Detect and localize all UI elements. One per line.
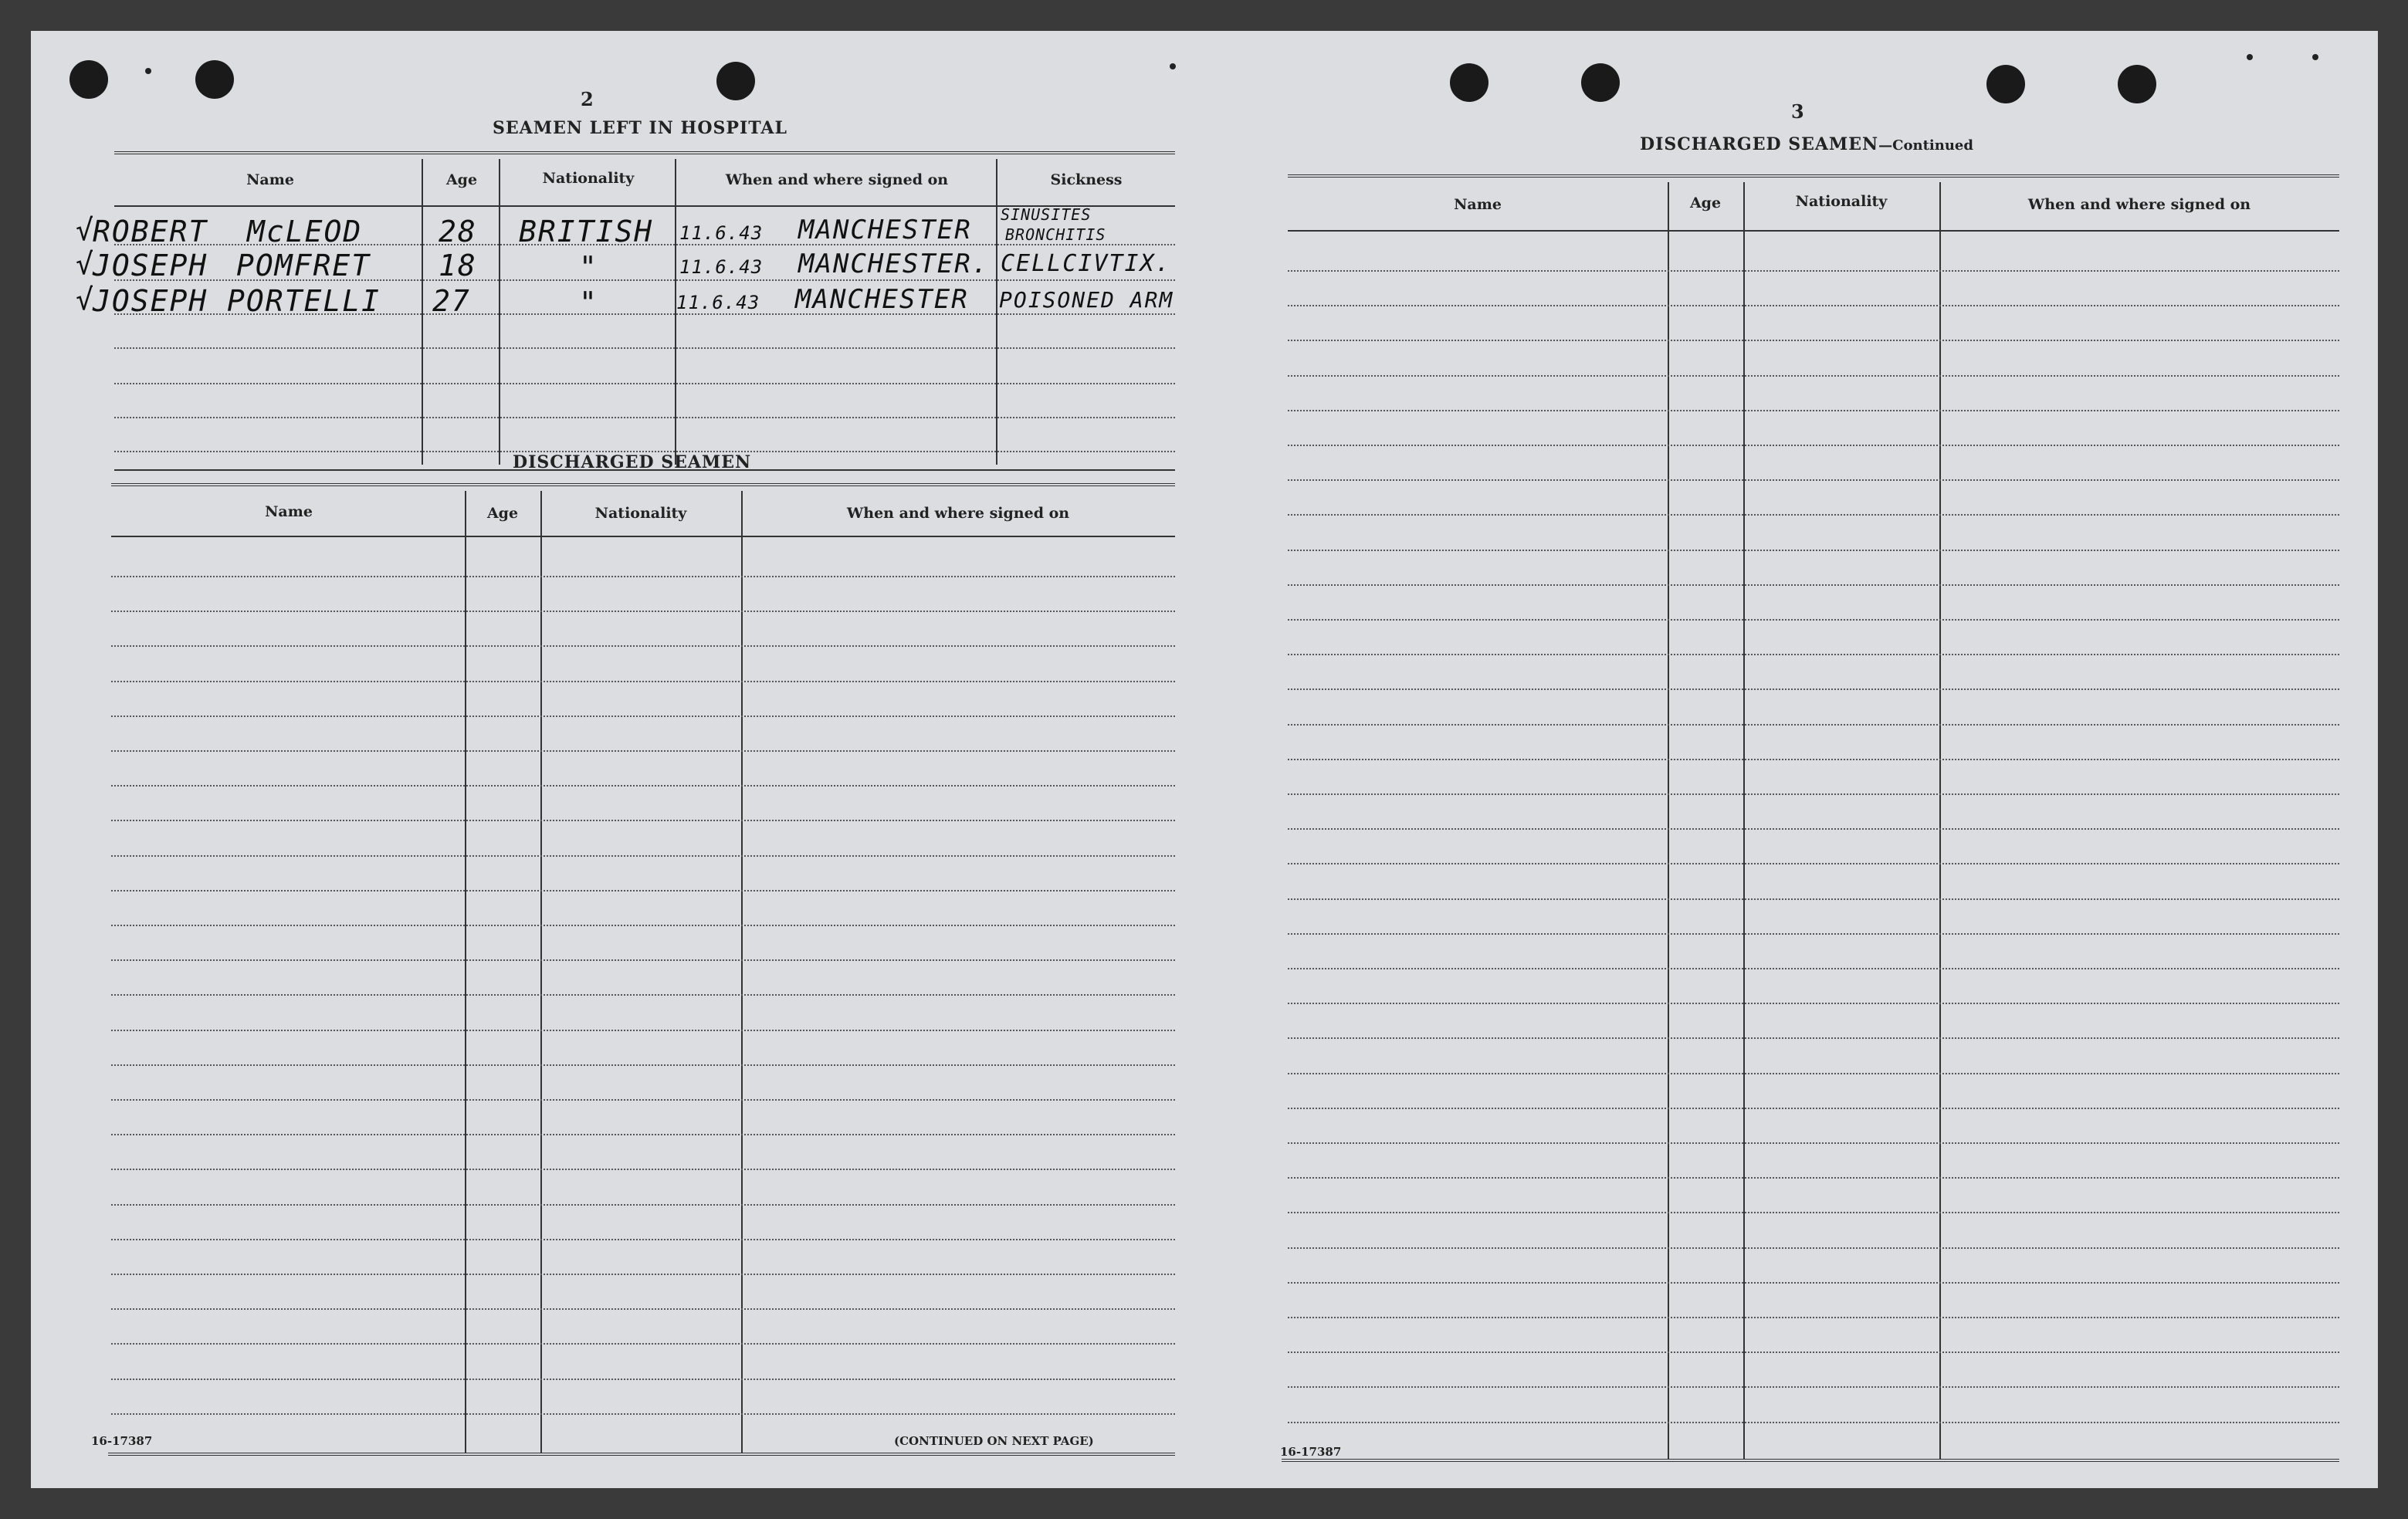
speck <box>1170 63 1176 69</box>
row-line <box>111 750 1175 752</box>
row-line <box>1288 828 2339 830</box>
discharged-heading: DISCHARGED SEAMEN <box>513 452 752 472</box>
row-line <box>1288 1212 2339 1213</box>
discharged-top-rule <box>111 483 1175 486</box>
col-nationality: Nationality <box>594 505 687 522</box>
row-line <box>1288 688 2339 690</box>
col-age: Age <box>1689 195 1722 211</box>
row-line <box>111 994 1175 996</box>
col-when-where: When and where signed on <box>725 171 949 188</box>
row-line <box>111 1204 1175 1206</box>
punch-hole <box>1581 63 1620 102</box>
row-line <box>1288 654 2339 655</box>
row-line <box>111 576 1175 577</box>
hosp-row-1-date: 11.6.43 <box>679 222 764 244</box>
row-line <box>114 417 1175 418</box>
row-line <box>1288 445 2339 446</box>
row-line <box>1288 1177 2339 1179</box>
row-line <box>111 1308 1175 1310</box>
col-divider <box>1939 182 1941 1459</box>
row-line <box>1288 1352 2339 1353</box>
row-line <box>111 716 1175 717</box>
speck <box>145 68 151 74</box>
punch-hole <box>195 60 234 99</box>
row-line <box>111 1239 1175 1240</box>
hospital-top-rule <box>114 151 1175 154</box>
row-line <box>111 890 1175 891</box>
col-divider <box>1743 182 1745 1459</box>
punch-hole <box>1450 63 1488 102</box>
hosp-row-2-mark: √ <box>76 247 95 281</box>
row-line <box>1288 724 2339 726</box>
row-line <box>1288 1317 2339 1318</box>
col-sickness: Sickness <box>1050 171 1123 188</box>
hosp-row-3-last: PORTELLI <box>227 284 381 318</box>
punch-hole <box>1986 65 2025 103</box>
hosp-row-2-first: JOSEPH <box>93 249 208 282</box>
col-name: Name <box>1454 196 1502 213</box>
row-line <box>1288 270 2339 272</box>
row-line <box>111 925 1175 926</box>
hosp-row-3-nationality: " <box>579 286 598 320</box>
col-divider <box>1668 182 1669 1459</box>
document-sheet <box>31 31 2378 1488</box>
row-line <box>111 611 1175 612</box>
row-line <box>111 959 1175 961</box>
col-age: Age <box>486 505 519 522</box>
row-line <box>111 855 1175 857</box>
row-line <box>1288 863 2339 864</box>
row-line <box>1288 550 2339 551</box>
row-line <box>1288 305 2339 306</box>
row-line <box>1288 1108 2339 1109</box>
row-line <box>1288 1037 2339 1039</box>
right-top-rule <box>1288 174 2339 178</box>
hosp-row-3-place: MANCHESTER <box>795 284 969 315</box>
speck <box>2247 54 2253 60</box>
row-line <box>1288 619 2339 621</box>
hosp-row-3-mark: √ <box>76 282 95 316</box>
punch-hole <box>2118 65 2156 103</box>
hosp-row-1-age: 28 <box>439 215 477 249</box>
row-line <box>1288 1386 2339 1388</box>
row-line <box>1288 1003 2339 1004</box>
row-line <box>1288 514 2339 516</box>
hosp-row-1-last: McLEOD <box>247 215 363 249</box>
hosp-row-1-place: MANCHESTER <box>798 215 972 245</box>
row-line <box>114 383 1175 384</box>
row-line <box>111 1379 1175 1380</box>
row-line <box>111 681 1175 682</box>
hosp-row-3-date: 11.6.43 <box>676 292 760 313</box>
row-line <box>111 1274 1175 1275</box>
speck <box>2312 54 2318 60</box>
col-name: Name <box>265 503 313 520</box>
row-line <box>1288 375 2339 377</box>
punch-hole <box>69 60 108 99</box>
row-line <box>1288 584 2339 586</box>
col-when-where: When and where signed on <box>2027 196 2251 213</box>
row-line <box>1288 340 2339 341</box>
hosp-row-2-age: 18 <box>439 249 477 282</box>
row-line <box>1288 1282 2339 1284</box>
hosp-row-3-first: JOSEPH <box>93 284 208 318</box>
hosp-row-3-age: 27 <box>432 284 471 318</box>
form-code-left: 16-17387 <box>91 1434 153 1448</box>
heading-main: DISCHARGED SEAMEN <box>1640 134 1879 154</box>
right-bottom-rule <box>1282 1459 2339 1462</box>
hosp-row-2-nationality: " <box>579 250 598 284</box>
row-line <box>1288 1073 2339 1074</box>
hosp-row-1-nationality: BRITISH <box>519 215 654 249</box>
row-line <box>114 347 1175 349</box>
hosp-row-3-sickness: POISONED ARM <box>999 287 1174 313</box>
row-line <box>1288 793 2339 795</box>
row-line <box>1288 479 2339 481</box>
hosp-row-1-mark: √ <box>76 213 95 247</box>
row-line <box>111 1343 1175 1345</box>
row-line <box>1288 898 2339 900</box>
discharged-header-rule <box>111 536 1175 537</box>
col-nationality: Nationality <box>1795 193 1888 210</box>
col-name: Name <box>246 171 294 188</box>
row-line <box>111 1030 1175 1031</box>
hosp-row-1-sickness-1: SINUSITES <box>1001 205 1092 224</box>
discharged-continued-heading <box>1640 134 1973 154</box>
row-line <box>111 1064 1175 1066</box>
row-line <box>1288 1422 2339 1423</box>
col-age: Age <box>445 171 478 188</box>
hosp-row-1-sickness-2: BRONCHITIS <box>1005 225 1106 244</box>
hospital-heading: SEAMEN LEFT IN HOSPITAL <box>493 118 787 138</box>
row-line <box>111 1134 1175 1135</box>
row-line <box>1288 1142 2339 1144</box>
hosp-row-2-sickness: CELLCIVTIX. <box>1001 250 1171 277</box>
row-line <box>111 785 1175 787</box>
col-when-where: When and where signed on <box>846 505 1070 522</box>
continued-note: (CONTINUED ON NEXT PAGE) <box>894 1434 1094 1448</box>
col-nationality: Nationality <box>542 170 635 187</box>
hosp-row-2-date: 11.6.43 <box>679 256 764 278</box>
page-number-left: 2 <box>581 88 594 110</box>
row-line <box>1288 410 2339 411</box>
discharged-bottom-rule <box>108 1453 1175 1456</box>
page-number-right: 3 <box>1791 100 1804 123</box>
hosp-row-1-first: ROBERT <box>93 215 208 249</box>
row-line <box>111 1169 1175 1170</box>
row-line <box>1288 968 2339 969</box>
row-line <box>111 820 1175 821</box>
heading-suffix: —Continued <box>1878 137 1973 154</box>
row-line <box>1288 759 2339 760</box>
row-line <box>111 1099 1175 1101</box>
right-header-rule <box>1288 230 2339 232</box>
punch-hole <box>716 62 755 100</box>
row-line <box>1288 1247 2339 1249</box>
hosp-row-2-place: MANCHESTER. <box>798 249 990 279</box>
row-line <box>1288 933 2339 935</box>
form-code-right: 16-17387 <box>1280 1445 1342 1459</box>
hosp-row-2-last: POMFRET <box>236 249 371 282</box>
row-line <box>111 645 1175 647</box>
row-line <box>111 1413 1175 1415</box>
